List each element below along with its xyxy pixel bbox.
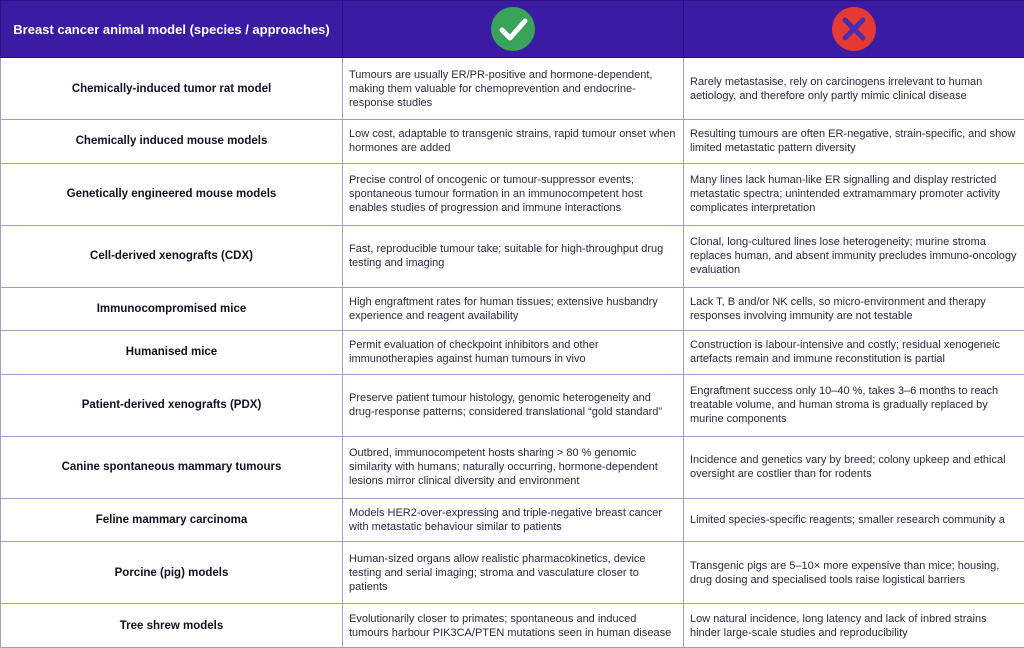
disadvantages-cell: Resulting tumours are often ER-negative, strain-specific, and show limited metastatic pattern diversity <box>684 120 1024 164</box>
disadvantages-cell: Limited species-specific reagents; smaller research community a <box>684 498 1024 542</box>
table-row <box>1 225 1024 287</box>
table-row <box>1 436 1024 498</box>
model-name: Porcine (pig) models <box>1 542 343 604</box>
advantages-cell: Permit evaluation of checkpoint inhibitors and other immunotherapies against human tumours in vivo <box>343 331 684 375</box>
disadvantages-cell: Incidence and genetics vary by breed; colony upkeep and ethical oversight are costlier than for rodents <box>684 436 1024 498</box>
disadvantages-cell: Transgenic pigs are 5–10× more expensive than mice; housing, drug dosing and specialised tools raise logistical barriers <box>684 542 1024 604</box>
table-row <box>1 498 1024 542</box>
model-name: Patient-derived xenografts (PDX) <box>1 374 343 436</box>
advantages-cell: Fast, reproducible tumour take; suitable for high-throughput drug testing and imaging <box>343 225 684 287</box>
table-row <box>1 58 1024 120</box>
model-column-header: Breast cancer animal model (species / approaches) <box>1 1 343 58</box>
model-name: Humanised mice <box>1 331 343 375</box>
table-row <box>1 120 1024 164</box>
cross-icon <box>831 6 877 52</box>
disadvantages-cell: Construction is labour-intensive and costly; residual xenogeneic artefacts remain and immune reconstitution is partial <box>684 331 1024 375</box>
table-row <box>1 287 1024 331</box>
table-row <box>1 163 1024 225</box>
disadvantages-cell: Engraftment success only 10–40 %, takes 3–6 months to reach treatable volume, and human stroma is gradually replaced by murine components <box>684 374 1024 436</box>
model-name: Tree shrew models <box>1 604 343 648</box>
advantages-cell: Outbred, immunocompetent hosts sharing > 80 % genomic similarity with humans; naturally occurring, hormone-dependent lesions mirror clinical diversity and environment <box>343 436 684 498</box>
model-name: Cell-derived xenografts (CDX) <box>1 225 343 287</box>
disadvantages-cell: Lack T, B and/or NK cells, so micro-environment and therapy responses involving immunity are not testable <box>684 287 1024 331</box>
table-row <box>1 374 1024 436</box>
advantages-cell: High engraftment rates for human tissues; extensive husbandry experience and reagent availability <box>343 287 684 331</box>
advantages-cell: Models HER2-over-expressing and triple-negative breast cancer with metastatic behaviour similar to patients <box>343 498 684 542</box>
disadvantages-cell: Many lines lack human-like ER signalling and display restricted metastatic spectra; unintended extramammary promoter activity complicates interpretation <box>684 163 1024 225</box>
advantages-cell: Human-sized organs allow realistic pharmacokinetics, device testing and serial imaging; stroma and vasculature closer to patients <box>343 542 684 604</box>
disadvantages-cell: Rarely metastasise, rely on carcinogens irrelevant to human aetiology, and therefore only partly mimic clinical disease <box>684 58 1024 120</box>
model-name: Immunocompromised mice <box>1 287 343 331</box>
table-row <box>1 604 1024 648</box>
disadvantages-cell: Clonal, long-cultured lines lose heterogeneity; murine stroma replaces human, and absent immunity precludes immuno-oncology evaluation <box>684 225 1024 287</box>
model-name: Genetically engineered mouse models <box>1 163 343 225</box>
model-name: Feline mammary carcinoma <box>1 498 343 542</box>
advantages-cell: Low cost, adaptable to transgenic strains, rapid tumour onset when hormones are added <box>343 120 684 164</box>
model-name: Canine spontaneous mammary tumours <box>1 436 343 498</box>
advantages-cell: Tumours are usually ER/PR-positive and hormone-dependent, making them valuable for chemoprevention and endocrine-response studies <box>343 58 684 120</box>
model-name: Chemically induced mouse models <box>1 120 343 164</box>
disadvantages-cell: Low natural incidence, long latency and lack of inbred strains hinder large-scale studies and reproducibility <box>684 604 1024 648</box>
table-row <box>1 542 1024 604</box>
table-body <box>1 58 1024 648</box>
check-icon <box>490 6 536 52</box>
table-row <box>1 331 1024 375</box>
advantages-cell: Evolutionarily closer to primates; spontaneous and induced tumours harbour PIK3CA/PTEN mutations seen in human disease <box>343 604 684 648</box>
model-name: Chemically-induced tumor rat model <box>1 58 343 120</box>
disadvantages-column-header <box>684 1 1024 58</box>
advantages-cell: Preserve patient tumour histology, genomic heterogeneity and drug-response patterns; considered translational “gold standard” <box>343 374 684 436</box>
advantages-cell: Precise control of oncogenic or tumour-suppressor events; spontaneous tumour formation in an immunocompetent host enables studies of progression and immune interactions <box>343 163 684 225</box>
table-header <box>1 1 1024 58</box>
advantages-column-header <box>343 1 684 58</box>
